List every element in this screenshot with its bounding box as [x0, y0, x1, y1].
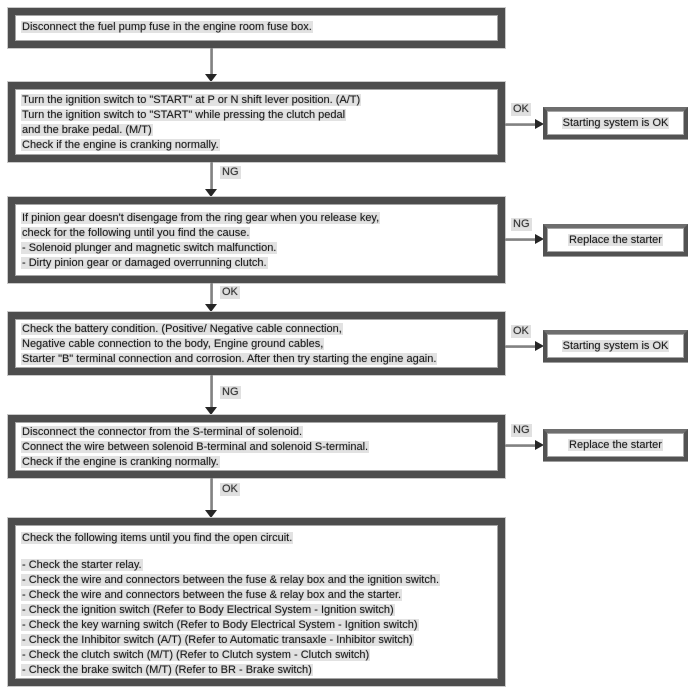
step-3-line-2: check for the following until you find the cause. [22, 227, 250, 239]
branch-label-ok-2: OK [513, 325, 529, 337]
step-4-line-2: Negative cable connection to the body, Engine ground cables, [22, 338, 324, 350]
down-arrow-icon-3 [205, 304, 217, 312]
step-box-5 [8, 415, 505, 478]
step-6-bullet-6: - Check the Inhibitor switch (A/T) (Refer to Automatic transaxle - Inhibitor switch) [22, 634, 413, 646]
step-6-bullet-7: - Check the clutch switch (M/T) (Refer to Clutch system - Clutch switch) [22, 649, 370, 661]
down-label-ng-1: NG [222, 166, 239, 178]
step-3-line-1: If pinion gear doesn't disengage from the ring gear when you release key, [22, 212, 380, 224]
step-4-line-1: Check the battery condition. (Positive/ Negative cable connection, [22, 323, 342, 335]
step-6-bullet-3: - Check the wire and connectors between the fuse & relay box and the starter. [22, 589, 402, 601]
down-label-ok-1: OK [222, 286, 238, 298]
result-box-2 [543, 224, 688, 256]
step-box-6 [8, 518, 505, 686]
step-box-1 [8, 8, 505, 48]
branch-label-ng-2: NG [513, 424, 530, 436]
branch-label-ng-1: NG [513, 218, 530, 230]
step-2-line-3: and the brake pedal. (M/T) [22, 124, 152, 136]
branch-line-1 [505, 123, 536, 126]
result-box-1 [543, 107, 688, 139]
step-6-header: Check the following items until you find the open circuit. [22, 532, 293, 544]
result-label-2: Replace the starter [569, 233, 662, 246]
flow-line-down-4 [210, 375, 213, 407]
branch-line-4 [505, 444, 536, 447]
step-6-bullet-8: - Check the brake switch (M/T) (Refer to BR - Brake switch) [22, 664, 312, 676]
result-label-1: Starting system is OK [562, 116, 669, 129]
step-6-bullet-4: - Check the ignition switch (Refer to Body Electrical System - Ignition switch) [22, 604, 394, 616]
step-6-bullet-2: - Check the wire and connectors between the fuse & relay box and the ignition switch. [22, 574, 440, 586]
result-box-3 [543, 330, 688, 362]
step-6-bullet-5: - Check the key warning switch (Refer to Body Electrical System - Ignition switch) [22, 619, 418, 631]
step-6-bullet-1: - Check the starter relay. [22, 559, 142, 571]
down-label-ng-2: NG [222, 386, 239, 398]
step-2-line-4: Check if the engine is cranking normally. [22, 139, 219, 151]
branch-line-3 [505, 345, 536, 348]
step-5-line-1: Disconnect the connector from the S-terminal of solenoid. [22, 426, 303, 438]
step-3-line-3: - Solenoid plunger and magnetic switch malfunction. [22, 242, 277, 254]
step-1-line-1: Disconnect the fuel pump fuse in the engine room fuse box. [22, 21, 312, 33]
down-arrow-icon-2 [205, 189, 217, 197]
step-2-line-1: Turn the ignition switch to "START" at P or N shift lever position. (A/T) [22, 94, 361, 106]
step-5-line-3: Check if the engine is cranking normally. [22, 456, 219, 468]
flow-line-down-3 [210, 283, 213, 304]
step-box-3 [8, 197, 505, 283]
down-arrow-icon-5 [205, 510, 217, 518]
step-box-4 [8, 312, 505, 375]
step-3-line-4: - Dirty pinion gear or damaged overrunning clutch. [22, 257, 267, 269]
down-arrow-icon-4 [205, 407, 217, 415]
branch-label-ok-1: OK [513, 103, 529, 115]
step-2-line-2: Turn the ignition switch to "START" while pressing the clutch pedal [22, 109, 346, 121]
result-label-4: Replace the starter [569, 438, 662, 451]
step-4-line-3: Starter "B" terminal connection and corrosion. After then try starting the engine again. [22, 353, 437, 365]
result-label-3: Starting system is OK [562, 339, 669, 352]
flow-line-down-2 [210, 162, 213, 189]
branch-line-2 [505, 238, 536, 241]
down-label-ok-2: OK [222, 483, 238, 495]
down-arrow-icon-1 [205, 74, 217, 82]
result-box-4 [543, 429, 688, 461]
step-5-line-2: Connect the wire between solenoid B-terminal and solenoid S-terminal. [22, 441, 369, 453]
step-box-2 [8, 82, 505, 162]
flow-line-down-5 [210, 478, 213, 510]
flow-line-down-1 [210, 48, 213, 74]
